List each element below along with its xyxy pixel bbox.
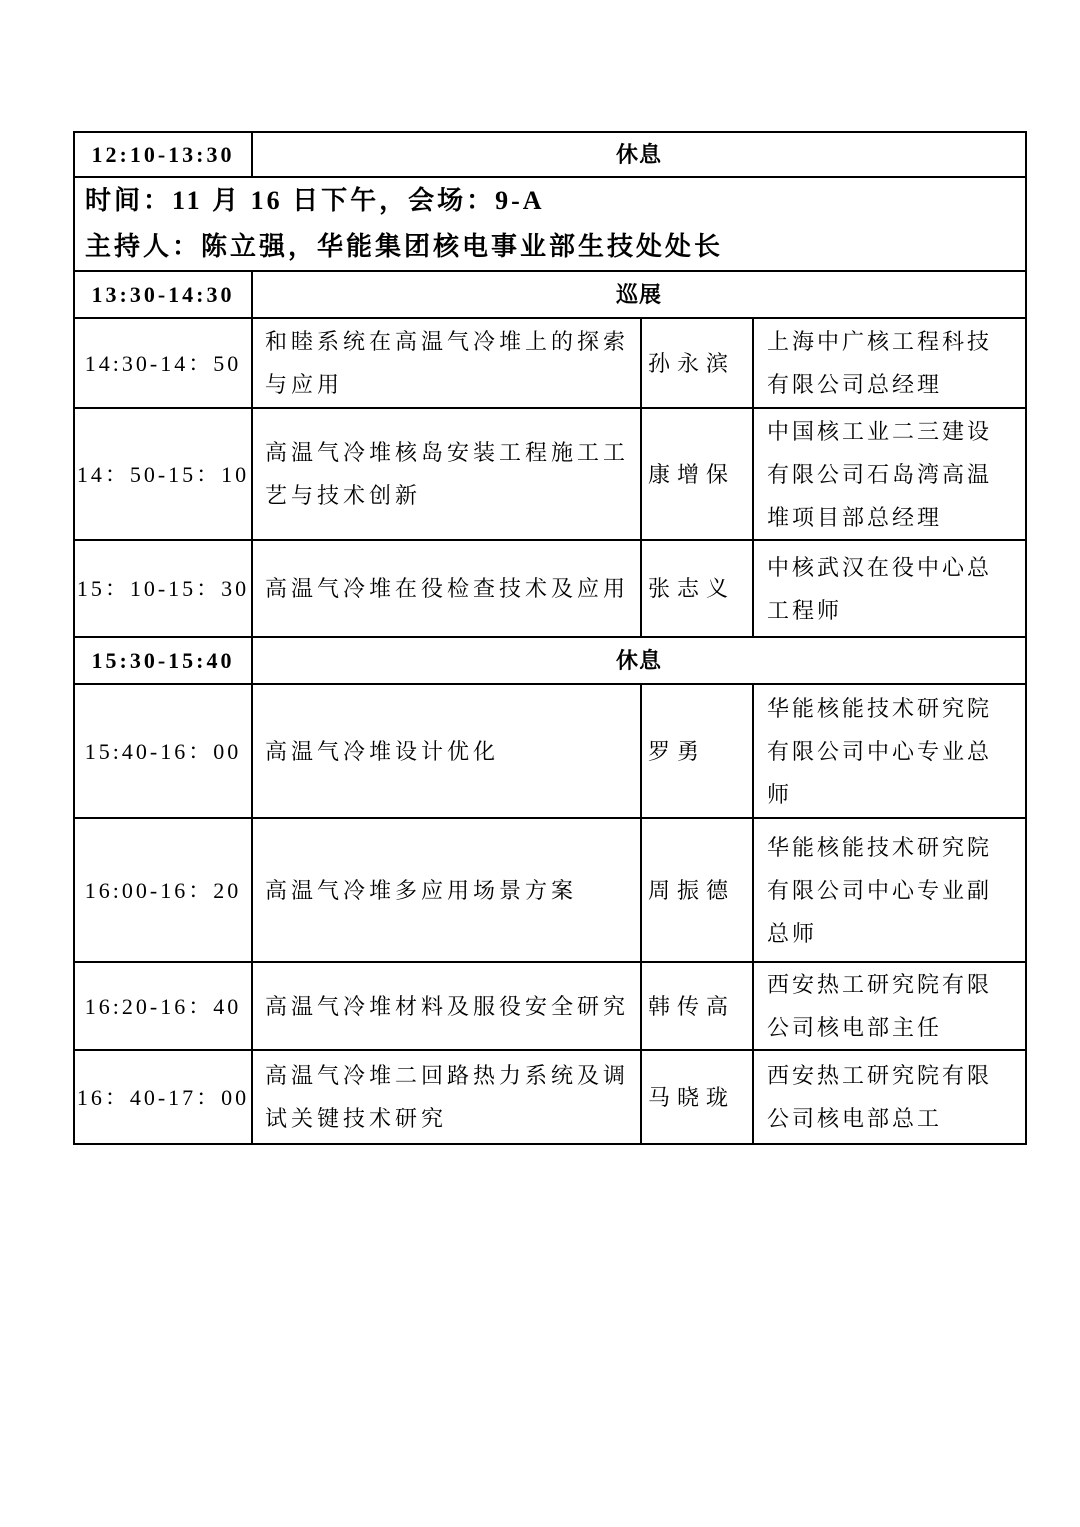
topic-cell: 高温气冷堆二回路热力系统及调试关键技术研究 xyxy=(252,1050,641,1144)
break-row xyxy=(74,132,1026,177)
speaker-cell: 孙永滨 xyxy=(641,318,753,408)
break-row xyxy=(74,637,1026,684)
affiliation-cell: 华能核能技术研究院有限公司中心专业总师 xyxy=(753,684,1026,818)
topic-cell: 高温气冷堆核岛安装工程施工工艺与技术创新 xyxy=(252,408,641,540)
time-cell: 15:40-16：00 xyxy=(74,684,252,818)
time-cell: 15:30-15:40 xyxy=(74,637,252,684)
section-label: 巡展 xyxy=(252,271,1026,318)
talk-row xyxy=(74,684,1026,818)
speaker-cell: 周振德 xyxy=(641,818,753,962)
affiliation-cell: 中国核工业二三建设有限公司石岛湾高温堆项目部总经理 xyxy=(753,408,1026,540)
session-info-row xyxy=(74,177,1026,271)
talk-row xyxy=(74,540,1026,637)
session-info-cell xyxy=(74,177,1026,271)
break-label: 休息 xyxy=(252,132,1026,177)
talk-row xyxy=(74,962,1026,1050)
affiliation-cell: 上海中广核工程科技有限公司总经理 xyxy=(753,318,1026,408)
talk-row xyxy=(74,1050,1026,1144)
topic-cell: 高温气冷堆在役检查技术及应用 xyxy=(252,540,641,637)
schedule-table xyxy=(73,131,1027,1145)
affiliation-cell: 西安热工研究院有限公司核电部主任 xyxy=(753,962,1026,1050)
speaker-cell: 康增保 xyxy=(641,408,753,540)
affiliation-cell: 华能核能技术研究院有限公司中心专业副总师 xyxy=(753,818,1026,962)
speaker-cell: 张志义 xyxy=(641,540,753,637)
section-row xyxy=(74,271,1026,318)
affiliation-cell: 中核武汉在役中心总工程师 xyxy=(753,540,1026,637)
time-cell: 15：10-15：30 xyxy=(74,540,252,637)
topic-cell: 高温气冷堆材料及服役安全研究 xyxy=(252,962,641,1050)
speaker-cell: 韩传高 xyxy=(641,962,753,1050)
talk-row xyxy=(74,318,1026,408)
session-time-line: 时间：11 月 16 日下午，会场：9-A xyxy=(85,186,545,215)
time-cell: 14：50-15：10 xyxy=(74,408,252,540)
topic-cell: 高温气冷堆设计优化 xyxy=(252,684,641,818)
time-cell: 16:20-16：40 xyxy=(74,962,252,1050)
session-host-line: 主持人：陈立强，华能集团核电事业部生技处处长 xyxy=(85,232,724,261)
time-cell: 12:10-13:30 xyxy=(74,132,252,177)
topic-cell: 和睦系统在高温气冷堆上的探索与应用 xyxy=(252,318,641,408)
time-cell: 16:00-16：20 xyxy=(74,818,252,962)
time-cell: 16：40-17：00 xyxy=(74,1050,252,1144)
talk-row xyxy=(74,408,1026,540)
speaker-cell: 罗勇 xyxy=(641,684,753,818)
time-cell: 13:30-14:30 xyxy=(74,271,252,318)
topic-cell: 高温气冷堆多应用场景方案 xyxy=(252,818,641,962)
time-cell: 14:30-14：50 xyxy=(74,318,252,408)
break-label: 休息 xyxy=(252,637,1026,684)
speaker-cell: 马晓珑 xyxy=(641,1050,753,1144)
talk-row xyxy=(74,818,1026,962)
affiliation-cell: 西安热工研究院有限公司核电部总工 xyxy=(753,1050,1026,1144)
